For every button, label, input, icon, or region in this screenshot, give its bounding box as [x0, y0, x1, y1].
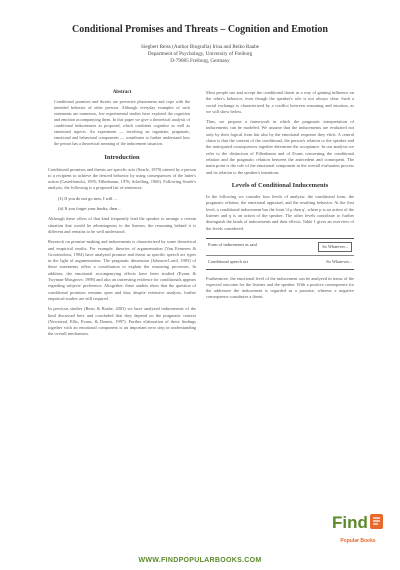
intro-heading: Introduction — [104, 154, 140, 162]
table-cell — [294, 242, 352, 252]
table-row — [206, 255, 354, 268]
author-address: D-79085 Freiburg, Germany — [170, 58, 230, 64]
example-sentence-2: (ii) If you forget your books, then ... — [58, 206, 122, 212]
intro-paragraph-2: Although these offers of that kind frequently lead the speaker to arrange a certain situation that would be advantageous to the listener, the reasoning behind it is different and remains to be well understood. — [48, 216, 196, 234]
example-sentence-1: (1) If you do not go now, I will ... — [58, 195, 117, 201]
footer-url[interactable]: WWW.FINDPOPULARBOOKS.COM — [138, 557, 262, 564]
author-names: Siegbert Reiss (Author Biografia) Irina and Reiko Raabe — [141, 44, 259, 50]
table-cell: Form of inducement as said — [208, 241, 257, 247]
intro-paragraph-1: Conditional promises and threats are specific acts (Searle, 1979) uttered by a person to a recipient to achieve the desired behavior by using consequences of the latter's action (Castelfranchi, 1995; Fillenbaum, 1976; Schelling, 1960). Following Searle's analysis, the following is a proposed list of sentences: — [48, 166, 196, 191]
levels-heading: Levels of Conditional Inducements — [231, 181, 329, 189]
findpopularbooks-tagline: Popular Books — [340, 538, 376, 544]
intro-paragraph-3: Research on promise-making and inducements is characterized by some theoretical and empirical results. For example, theories of argumentation (Van Eemeren & Grootendorst, 1984) have analyzed promise and threat as specific speech act types in the light of argumentation. The pragmatic dimension (Johnson-Laird, 1983) of these statements offers a contribution to explain the reasoning processes. In addition, the emotional accompanying effects have been studied (Evans & Twyman-Musgrove, 1998) and also an interesting evidence for conditionals appears regarding subjects' preference. Altogether, these studies show that the question of conditional promises remains open and that, despite extensive analysis, further empirical studies are still required. — [48, 239, 196, 301]
levels-paragraph: In the following we consider four levels of analysis: the conditional form, the pragmatic relation, the emotional appraisal, and the resulting behavior. At the first level, a conditional inducement has the form 'if p then q', where p is an action of the listener and q is an action of the speaker. The other levels contribute to further distinguish the kinds of inducements and their effects. Table 1 gives an overview of the levels considered. — [206, 194, 354, 231]
table-cell-boxed: So Whatever... — [318, 242, 352, 252]
right-paragraph-3: Furthermore, the emotional level of the inducement can be analyzed in terms of the expected outcome for the listener and the speaker. With a positive consequence for the addressee the inducement is regarded as a promise, whereas a negative consequence constitutes a threat. — [206, 275, 354, 300]
findpopularbooks-logo — [328, 508, 388, 534]
right-paragraph-1: Most people use and accept the conditional threat as a way of gaining influence on the other's behavior, even though the speaker's role is not always clear. Such a social exchange is characterized by a conflict between reasoning and emotion, as we will show below. — [206, 90, 354, 114]
author-affiliation: Department of Psychology, University of Freiburg — [147, 51, 253, 57]
intro-paragraph-4: In previous studies (Reiss & Raabe, 2003) we have analyzed inducements of the kind discussed here and concluded that they depend on the pragmatic context (Newstead, Ellis, Evans, & Dennis, 1997). Further elaboration of these findings together with an emotional component is an important next step in understanding the overall mechanism. — [48, 306, 196, 337]
left-column — [48, 90, 196, 342]
right-paragraph-2: Thus, we propose a framework in which the pragmatic interpretation of inducements can be modeled. We assume that the inducements are evaluated not only by their logical form but also by the emotional response they elicit. A central claim is that the content of the conditional, the person's relation to the speaker and the anticipated consequences together determine the acceptance. In our analysis we refer to the distinction of Fillenbaum and of Evans concerning the conditional relation and the pragmatic relation between the antecedent and consequent. The main point is the role of the emotional component in the overall evaluation process and its relation to the speaker's intentions. — [206, 119, 354, 175]
abstract-heading: Abstract — [112, 90, 132, 95]
table-cell: Conditional speech act — [208, 259, 248, 265]
levels-table — [206, 238, 354, 270]
table-cell: So Whatever... — [326, 259, 352, 265]
table-row — [206, 239, 354, 255]
author-block — [60, 44, 340, 65]
svg-text:Find: Find — [332, 513, 368, 532]
paper-title: Conditional Promises and Threats – Cognition and Emotion — [72, 24, 328, 35]
right-column — [206, 90, 354, 305]
abstract-text: Conditional promises and threats are pervasive phenomena and cope with the intended behavior of other persons. Although everyday examples of such statements are numerous, few experimental studies have explored the cognition and emotion accompanying them. In this paper we give a theoretical analysis of conditional inducements as proposed, which combines cognitive as well as emotional aspects. An experiment — involving an ingratiate, pragmatic, emotional and behavioral components — contributes to further understand how the person has a theoretical meaning of the inducement situation. — [54, 99, 190, 147]
